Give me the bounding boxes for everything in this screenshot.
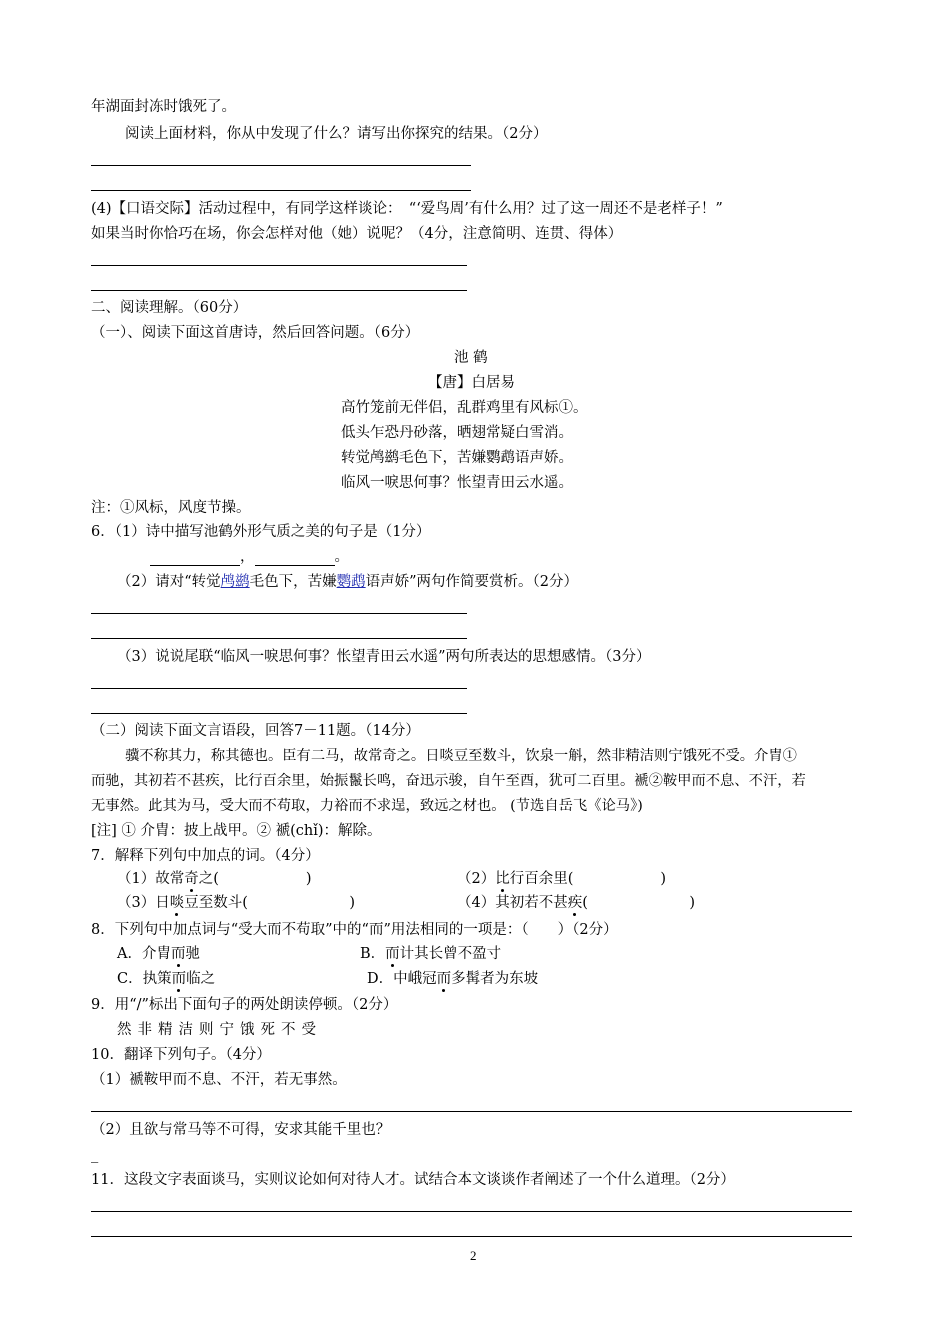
- answer-line: [91, 688, 467, 689]
- question-q6-1: 6．（1）诗中描写池鹤外形气质之美的句子是（1分）: [91, 524, 431, 540]
- answer-line: [91, 265, 467, 266]
- answer-line: [91, 1211, 852, 1212]
- q10-sentence-2: （2）且欲与常马等不可得，安求其能千里也？: [91, 1122, 391, 1138]
- question-q6-3: （3）说说尾联“临风一唳思何事？怅望青田云水遥”两句所表达的思想感情。（3分）: [117, 649, 651, 665]
- q10-answer-mark: _: [91, 1147, 99, 1163]
- q7-item-2: （2）比行百余里( ): [457, 871, 667, 887]
- question-q6-2: （2）请对“转觉鸬鹚毛色下，苦嫌鹦鹉语声娇”两句作简要赏析。（2分）: [117, 574, 579, 590]
- question-q7: 7．解释下列句中加点的词。（4分）: [91, 848, 320, 864]
- q10-sentence-1: （1）褫鞍甲而不息、不汗，若无事然。: [91, 1072, 347, 1088]
- blank-end: 。: [334, 549, 349, 565]
- page-number: 2: [470, 1248, 477, 1263]
- q8-option-c: C．执策而临之: [117, 971, 216, 987]
- part-title: （二）阅读下面文言语段，回答7－11题。（14分）: [91, 723, 420, 739]
- fill-blanks: [150, 548, 349, 566]
- poem-line: 低头乍恐丹砂落，晒翅常疑白雪消。: [341, 425, 573, 441]
- poem-author: 【唐】白居易: [428, 375, 515, 391]
- blank[interactable]: [255, 551, 335, 566]
- section-title: 二、阅读理解。（60分）: [91, 300, 248, 316]
- answer-line: [91, 638, 467, 639]
- question-q8: 8．下列句中加点词与“受大而不苟取”中的“而”用法相同的一项是：（ ）（2分）: [91, 922, 618, 938]
- blank-sep: ，: [240, 549, 255, 565]
- q9-sentence: 然非精洁则宁饿死不受: [117, 1022, 322, 1038]
- answer-line: [91, 1111, 852, 1112]
- part-title: （一）、阅读下面这首唐诗，然后回答问题。（6分）: [91, 325, 420, 341]
- answer-line: [91, 713, 467, 714]
- word-link[interactable]: 鹦鹉: [336, 574, 366, 590]
- question-q4: (4)【口语交际】活动过程中，有同学这样谈论： “‘爱鸟周’有什么用？过了这一周还不是老样子！”: [91, 201, 723, 217]
- question-text: 阅读上面材料，你从中发现了什么？请写出你探究的结果。（2分）: [125, 126, 548, 142]
- passage-line: 骥不称其力，称其德也。臣有二马，故常奇之。日啖豆至数斗，饮泉一斛，然非精洁则宁饿死不受。介胄①: [125, 748, 797, 764]
- text-line: 年湖面封冻时饿死了。: [91, 99, 236, 115]
- q8-option-d: D．中峨冠而多髯者为东坡: [367, 971, 539, 987]
- q8-option-a: A．介胄而驰: [117, 946, 200, 962]
- answer-line: [91, 613, 467, 614]
- answer-line: [91, 290, 467, 291]
- word-link[interactable]: 鸬鹚: [220, 574, 250, 590]
- answer-line: [91, 190, 471, 191]
- q8-option-b: B．而计其长曾不盈寸: [360, 946, 502, 962]
- poem-line: 临风一唳思何事？怅望青田云水遥。: [341, 475, 573, 491]
- q7-item-3: （3）日啖豆至数斗( ): [117, 895, 356, 911]
- answer-line: [91, 1236, 852, 1237]
- poem-title: 池 鹤: [454, 350, 488, 366]
- question-q10: 10．翻译下列句子。（4分）: [91, 1047, 271, 1063]
- poem-line: 高竹笼前无伴侣，乱群鸡里有风标①。: [341, 400, 588, 416]
- passage-line: 无事然。此其为马，受大而不苟取，力裕而不求逞，致远之材也。 (节选自岳飞《论马》): [91, 798, 643, 814]
- poem-line: 转觉鸬鹚毛色下，苦嫌鹦鹉语声娇。: [341, 450, 573, 466]
- q7-item-4: （4）其初若不甚疾( ): [457, 895, 696, 911]
- blank[interactable]: [150, 551, 240, 566]
- q7-item-1: （1）故常奇之( ): [117, 871, 312, 887]
- poem-note: 注：①风标，风度节操。: [91, 500, 251, 516]
- question-q9: 9．用“/”标出下面句子的两处朗读停顿。（2分）: [91, 997, 398, 1013]
- answer-line: [91, 165, 471, 166]
- question-q4-cont: 如果当时你恰巧在场，你会怎样对他（她）说呢？（4分，注意简明、连贯、得体）: [91, 226, 623, 242]
- passage-note: [注] ① 介胄：披上战甲。② 褫(chǐ)：解除。: [91, 823, 382, 839]
- question-q11: 11．这段文字表面谈马，实则议论如何对待人才。试结合本文谈谈作者阐述了一个什么道理。（2分）: [91, 1172, 735, 1188]
- passage-line: 而驰，其初若不甚疾，比行百余里，始振鬣长鸣，奋迅示骏，自午至酉，犹可二百里。褫②鞍甲而不息、不汗，若: [91, 773, 806, 789]
